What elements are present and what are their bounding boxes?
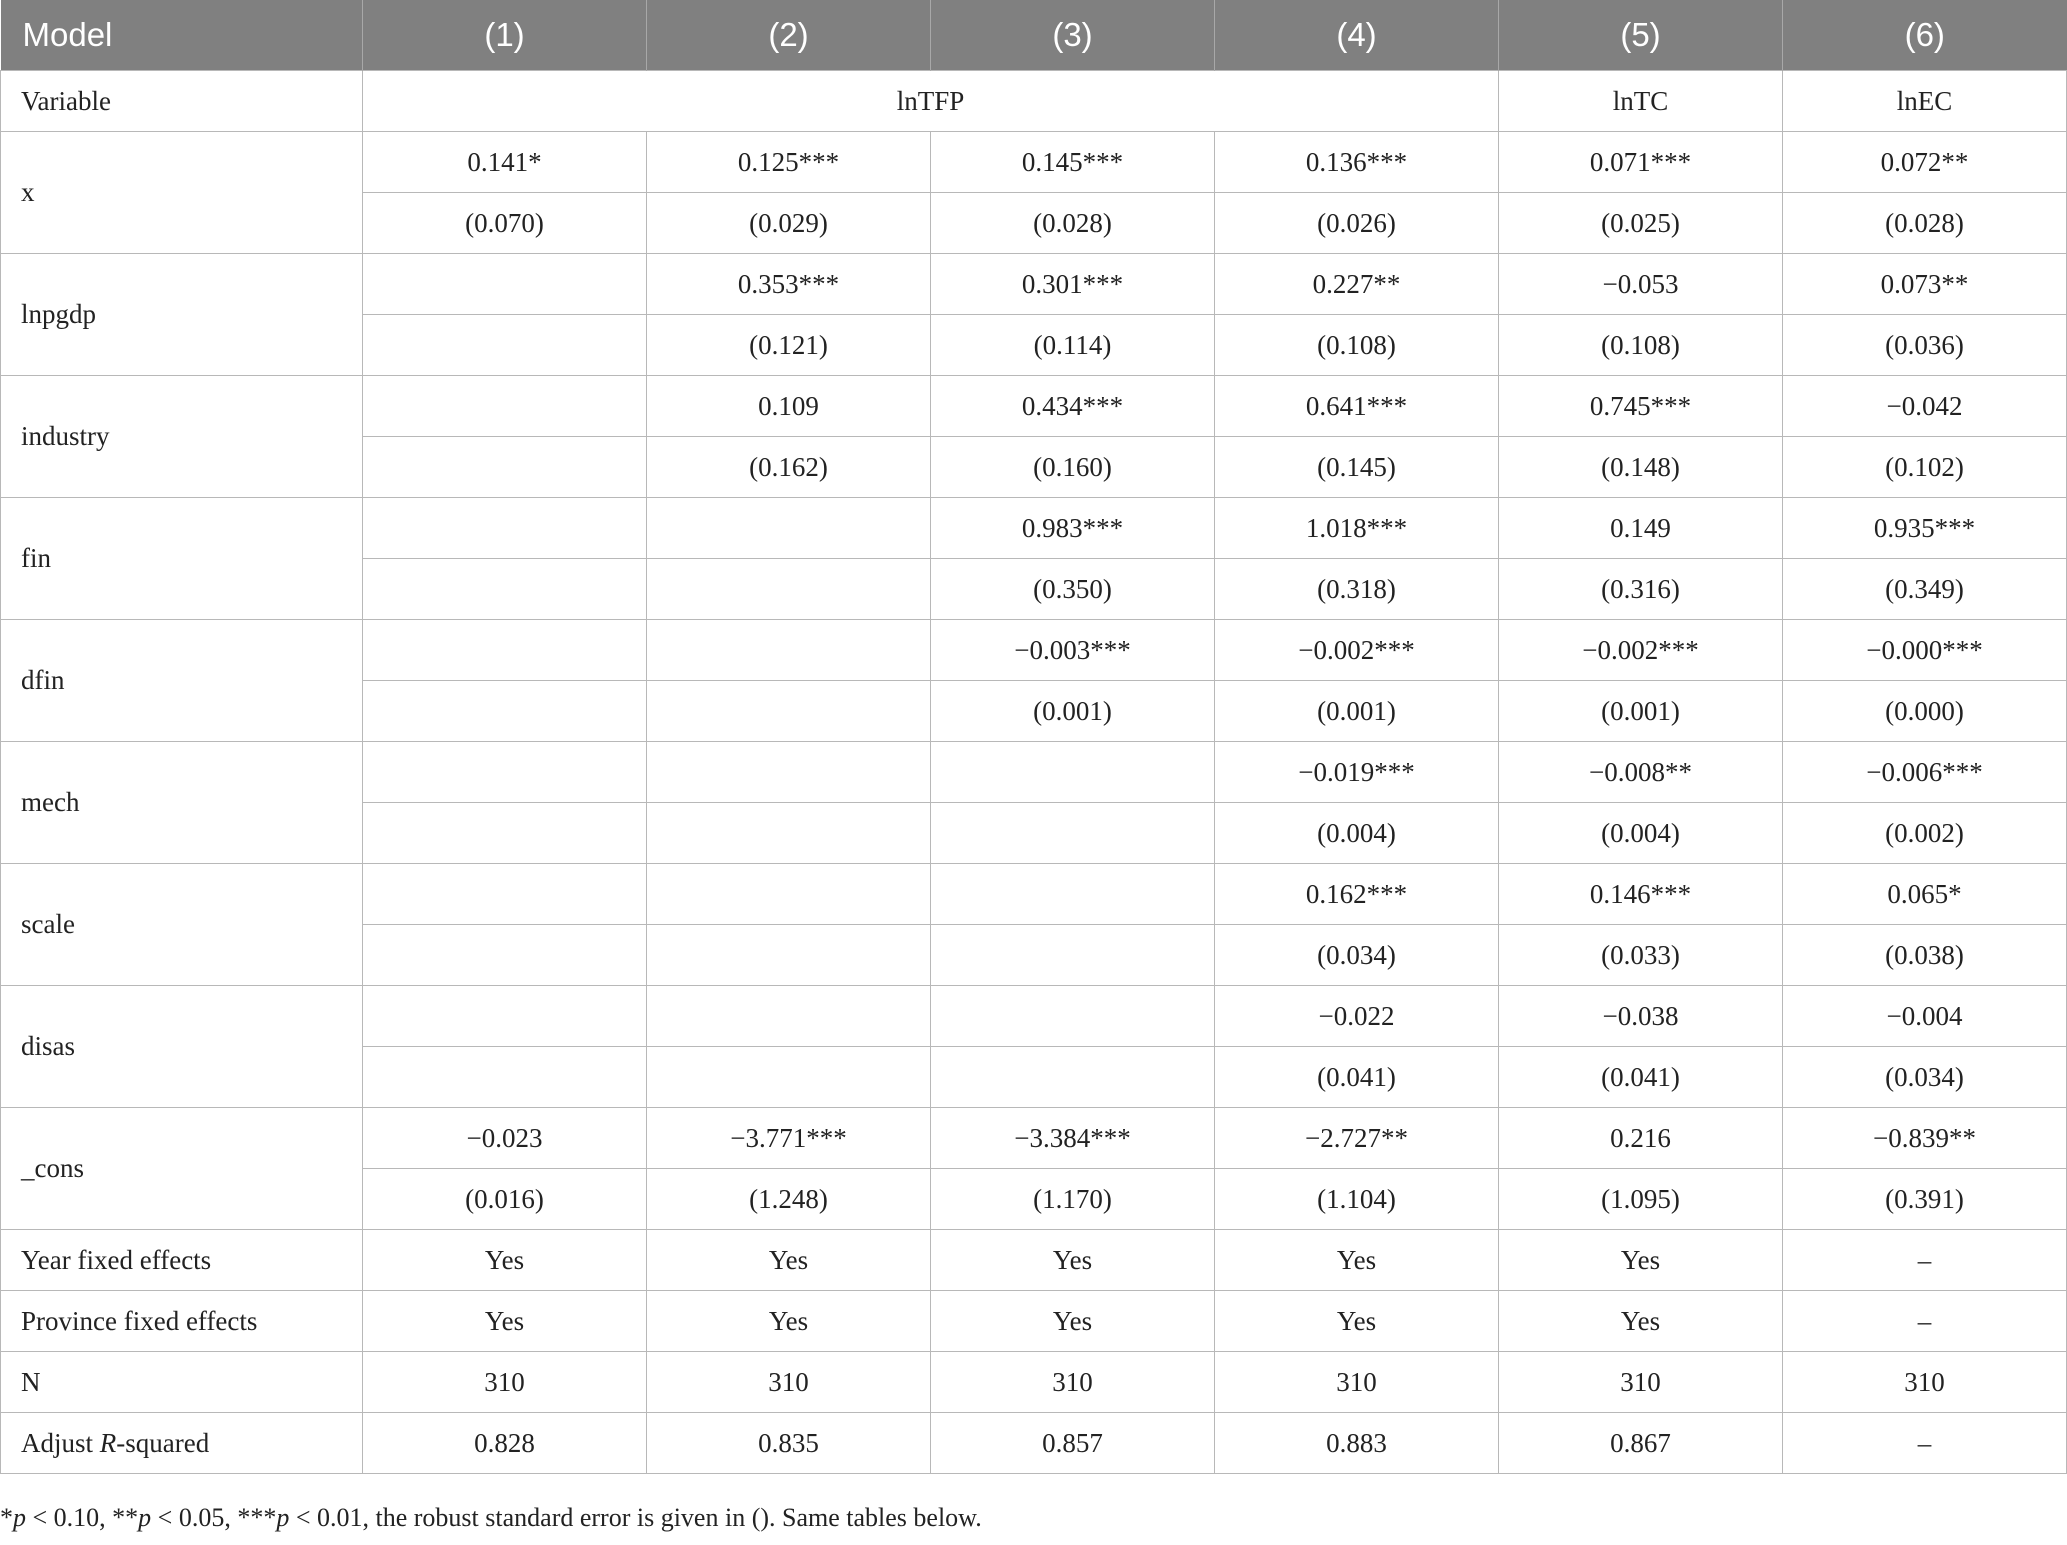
header-col-3: (3)	[931, 0, 1215, 71]
standard-error-cell: (0.034)	[1783, 1047, 2067, 1108]
standard-error-cell	[363, 559, 647, 620]
stat-label: N	[1, 1352, 363, 1413]
variable-name: fin	[1, 498, 363, 620]
coefficient-cell	[363, 864, 647, 925]
coef-row	[1, 132, 2067, 193]
coefficient-cell: 0.983***	[931, 498, 1215, 559]
header-model: Model	[1, 0, 363, 71]
coefficient-cell: 0.745***	[1499, 376, 1783, 437]
stat-value-cell: Yes	[1499, 1230, 1783, 1291]
standard-error-cell: (0.349)	[1783, 559, 2067, 620]
standard-error-cell: (0.002)	[1783, 803, 2067, 864]
standard-error-cell	[931, 803, 1215, 864]
standard-error-cell: (0.108)	[1499, 315, 1783, 376]
standard-error-cell: (0.004)	[1499, 803, 1783, 864]
coefficient-cell: 0.935***	[1783, 498, 2067, 559]
variable-name: scale	[1, 864, 363, 986]
coefficient-cell: 0.353***	[647, 254, 931, 315]
coefficient-cell: 1.018***	[1215, 498, 1499, 559]
coefficient-cell: 0.109	[647, 376, 931, 437]
coefficient-cell	[647, 986, 931, 1047]
coef-row	[1, 620, 2067, 681]
stat-value-cell: Yes	[363, 1291, 647, 1352]
coefficient-cell	[363, 620, 647, 681]
coef-row	[1, 742, 2067, 803]
stat-value-cell: Yes	[1499, 1291, 1783, 1352]
table-footnote	[0, 1503, 982, 1533]
coefficient-cell: −0.006***	[1783, 742, 2067, 803]
coefficient-cell: 0.072**	[1783, 132, 2067, 193]
standard-error-cell: (0.145)	[1215, 437, 1499, 498]
coefficient-cell: 0.162***	[1215, 864, 1499, 925]
header-col-5: (5)	[1499, 0, 1783, 71]
standard-error-cell: (0.036)	[1783, 315, 2067, 376]
footnote-part: < 0.05, ***	[151, 1503, 277, 1532]
standard-error-cell: (1.095)	[1499, 1169, 1783, 1230]
coefficient-cell: 0.641***	[1215, 376, 1499, 437]
standard-error-cell: (0.041)	[1499, 1047, 1783, 1108]
variable-name: industry	[1, 376, 363, 498]
variable-label: Variable	[1, 71, 363, 132]
standard-error-cell	[363, 437, 647, 498]
variable-name: disas	[1, 986, 363, 1108]
standard-error-cell: (0.318)	[1215, 559, 1499, 620]
coefficient-cell: 0.434***	[931, 376, 1215, 437]
header-row	[1, 0, 2067, 71]
standard-error-cell: (0.001)	[1215, 681, 1499, 742]
footnote-part: p	[276, 1503, 290, 1532]
stat-value-cell: Yes	[647, 1291, 931, 1352]
coefficient-cell	[647, 620, 931, 681]
coefficient-cell: −0.008**	[1499, 742, 1783, 803]
stat-value-cell: 310	[363, 1352, 647, 1413]
coefficient-cell: −0.003***	[931, 620, 1215, 681]
coef-row	[1, 864, 2067, 925]
coefficient-cell	[931, 742, 1215, 803]
depvar-lntfp: lnTFP	[363, 71, 1499, 132]
footnote-part: < 0.10, **	[26, 1503, 139, 1532]
stat-label-post: -squared	[116, 1427, 210, 1458]
standard-error-cell: (0.034)	[1215, 925, 1499, 986]
footnote-part: < 0.01, the robust standard error is given in (). Same tables below.	[289, 1503, 982, 1532]
standard-error-cell: (0.028)	[1783, 193, 2067, 254]
standard-error-cell	[931, 1047, 1215, 1108]
standard-error-cell	[647, 681, 931, 742]
standard-error-cell	[647, 559, 931, 620]
standard-error-cell: (0.029)	[647, 193, 931, 254]
standard-error-cell: (0.028)	[931, 193, 1215, 254]
standard-error-cell: (0.026)	[1215, 193, 1499, 254]
standard-error-cell: (0.016)	[363, 1169, 647, 1230]
coefficient-cell	[931, 986, 1215, 1047]
stat-row	[1, 1291, 2067, 1352]
coef-row	[1, 986, 2067, 1047]
footnote-part: p	[138, 1503, 152, 1532]
stat-value-cell: –	[1783, 1413, 2067, 1474]
standard-error-cell: (0.102)	[1783, 437, 2067, 498]
standard-error-cell: (0.162)	[647, 437, 931, 498]
standard-error-cell	[931, 925, 1215, 986]
coefficient-cell: −3.771***	[647, 1108, 931, 1169]
coefficient-cell: 0.136***	[1215, 132, 1499, 193]
standard-error-cell: (0.391)	[1783, 1169, 2067, 1230]
stat-value-cell: –	[1783, 1230, 2067, 1291]
standard-error-cell	[363, 803, 647, 864]
stat-value-cell: 310	[647, 1352, 931, 1413]
coefficient-cell	[363, 986, 647, 1047]
stat-value-cell: Yes	[363, 1230, 647, 1291]
coefficient-cell: 0.145***	[931, 132, 1215, 193]
stat-value-cell: 310	[1499, 1352, 1783, 1413]
standard-error-cell	[647, 1047, 931, 1108]
standard-error-cell: (0.121)	[647, 315, 931, 376]
stat-value-cell: 310	[931, 1352, 1215, 1413]
coefficient-cell: 0.149	[1499, 498, 1783, 559]
stat-value-cell: Yes	[1215, 1230, 1499, 1291]
stat-row	[1, 1413, 2067, 1474]
coefficient-cell: 0.125***	[647, 132, 931, 193]
standard-error-cell: (0.160)	[931, 437, 1215, 498]
coef-row	[1, 254, 2067, 315]
footnote-part: *	[0, 1503, 13, 1532]
standard-error-cell: (1.170)	[931, 1169, 1215, 1230]
standard-error-cell: (1.104)	[1215, 1169, 1499, 1230]
stat-label: Year fixed effects	[1, 1230, 363, 1291]
standard-error-cell: (0.033)	[1499, 925, 1783, 986]
standard-error-cell: (0.001)	[1499, 681, 1783, 742]
variable-name: mech	[1, 742, 363, 864]
standard-error-cell	[647, 803, 931, 864]
coefficient-cell: −0.023	[363, 1108, 647, 1169]
stat-value-cell: 310	[1783, 1352, 2067, 1413]
standard-error-cell: (0.001)	[931, 681, 1215, 742]
variable-name: lnpgdp	[1, 254, 363, 376]
stat-row	[1, 1230, 2067, 1291]
stat-value-cell: 0.857	[931, 1413, 1215, 1474]
stat-value-cell: 310	[1215, 1352, 1499, 1413]
coefficient-cell: 0.146***	[1499, 864, 1783, 925]
coefficient-cell: 0.227**	[1215, 254, 1499, 315]
coefficient-cell	[647, 864, 931, 925]
standard-error-cell	[363, 1047, 647, 1108]
header-col-2: (2)	[647, 0, 931, 71]
coefficient-cell: −0.053	[1499, 254, 1783, 315]
coefficient-cell: −0.000***	[1783, 620, 2067, 681]
coefficient-cell	[931, 864, 1215, 925]
stat-label-pre: Adjust	[21, 1427, 100, 1458]
standard-error-cell: (0.025)	[1499, 193, 1783, 254]
coefficient-cell: −0.022	[1215, 986, 1499, 1047]
coefficient-cell: −2.727**	[1215, 1108, 1499, 1169]
coefficient-cell	[647, 498, 931, 559]
coefficient-cell: 0.216	[1499, 1108, 1783, 1169]
coefficient-cell: −0.004	[1783, 986, 2067, 1047]
variable-name: _cons	[1, 1108, 363, 1230]
standard-error-cell: (0.108)	[1215, 315, 1499, 376]
standard-error-cell: (0.070)	[363, 193, 647, 254]
standard-error-cell: (0.038)	[1783, 925, 2067, 986]
coefficient-cell: 0.065*	[1783, 864, 2067, 925]
coef-row	[1, 376, 2067, 437]
header-col-4: (4)	[1215, 0, 1499, 71]
standard-error-cell	[363, 925, 647, 986]
stat-value-cell: Yes	[647, 1230, 931, 1291]
coefficient-cell: 0.141*	[363, 132, 647, 193]
stat-row	[1, 1352, 2067, 1413]
standard-error-cell: (0.000)	[1783, 681, 2067, 742]
stat-value-cell: Yes	[931, 1230, 1215, 1291]
standard-error-cell: (0.041)	[1215, 1047, 1499, 1108]
standard-error-cell: (0.004)	[1215, 803, 1499, 864]
standard-error-cell: (1.248)	[647, 1169, 931, 1230]
stat-value-cell: 0.835	[647, 1413, 931, 1474]
header-col-1: (1)	[363, 0, 647, 71]
coefficient-cell: −0.839**	[1783, 1108, 2067, 1169]
coefficient-cell: 0.071***	[1499, 132, 1783, 193]
stat-label-italic: R	[99, 1427, 117, 1458]
coefficient-cell	[363, 254, 647, 315]
standard-error-cell: (0.148)	[1499, 437, 1783, 498]
coef-row	[1, 498, 2067, 559]
coefficient-cell	[363, 498, 647, 559]
standard-error-cell: (0.114)	[931, 315, 1215, 376]
stat-value-cell: 0.828	[363, 1413, 647, 1474]
standard-error-cell	[363, 681, 647, 742]
coefficient-cell: −0.002***	[1499, 620, 1783, 681]
variable-name: x	[1, 132, 363, 254]
standard-error-cell	[363, 315, 647, 376]
coefficient-cell	[363, 376, 647, 437]
stat-value-cell: Yes	[1215, 1291, 1499, 1352]
depvar-lnec: lnEC	[1783, 71, 2067, 132]
standard-error-cell	[647, 925, 931, 986]
coefficient-cell: 0.301***	[931, 254, 1215, 315]
stat-label: Province fixed effects	[1, 1291, 363, 1352]
coefficient-cell: −3.384***	[931, 1108, 1215, 1169]
coef-row	[1, 1108, 2067, 1169]
dependent-variable-row	[1, 71, 2067, 132]
stat-value-cell: 0.867	[1499, 1413, 1783, 1474]
footnote-part: p	[13, 1503, 26, 1532]
coefficient-cell: −0.038	[1499, 986, 1783, 1047]
depvar-lntc: lnTC	[1499, 71, 1783, 132]
coefficient-cell	[363, 742, 647, 803]
coefficient-cell	[647, 742, 931, 803]
coefficient-cell: −0.002***	[1215, 620, 1499, 681]
coefficient-cell: −0.019***	[1215, 742, 1499, 803]
stat-value-cell: Yes	[931, 1291, 1215, 1352]
stat-value-cell: 0.883	[1215, 1413, 1499, 1474]
coefficient-cell: −0.042	[1783, 376, 2067, 437]
variable-name: dfin	[1, 620, 363, 742]
stat-value-cell: –	[1783, 1291, 2067, 1352]
stat-label	[1, 1413, 363, 1474]
standard-error-cell: (0.350)	[931, 559, 1215, 620]
coefficient-cell: 0.073**	[1783, 254, 2067, 315]
standard-error-cell: (0.316)	[1499, 559, 1783, 620]
header-col-6: (6)	[1783, 0, 2067, 71]
